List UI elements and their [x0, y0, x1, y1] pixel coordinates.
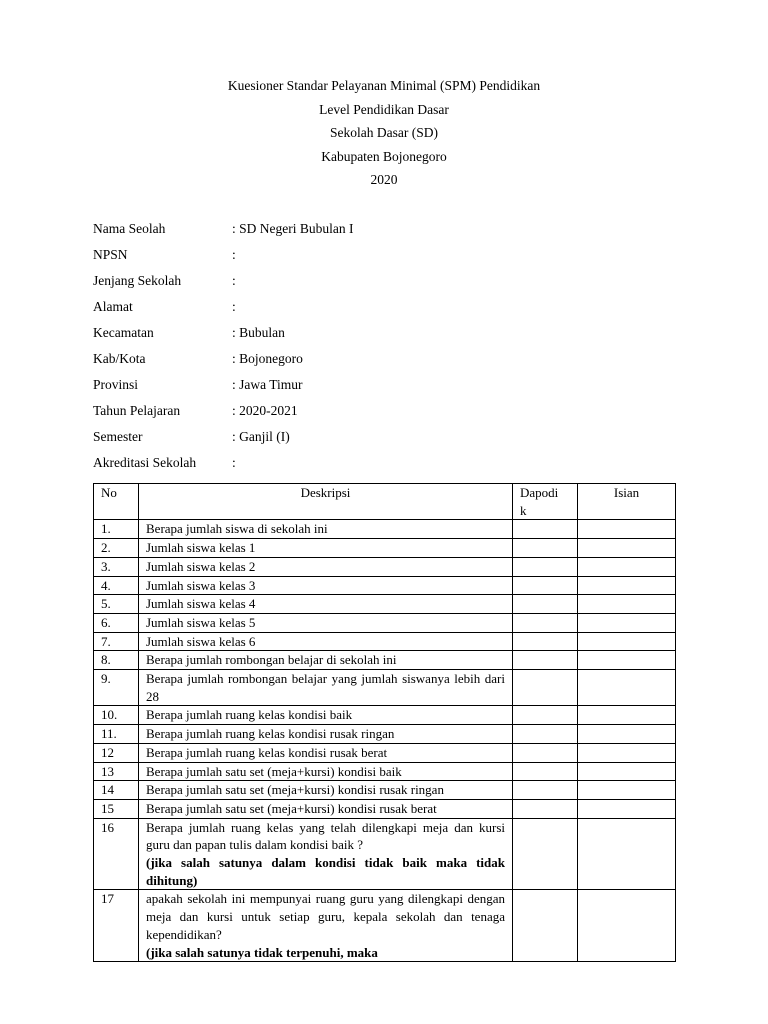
- info-label: Kecamatan: [93, 325, 154, 340]
- info-row: [93, 403, 353, 429]
- row-number: 9.: [94, 670, 139, 706]
- row-number: 17: [94, 890, 139, 962]
- dapodik-cell[interactable]: [513, 595, 578, 614]
- row-description: [139, 890, 513, 962]
- row-number: 11.: [94, 725, 139, 744]
- row-description: [139, 613, 513, 632]
- row-description-text: Berapa jumlah ruang kelas kondisi baik: [146, 707, 353, 723]
- table-row: [94, 670, 676, 706]
- info-row: [93, 273, 353, 299]
- dapodik-cell[interactable]: [513, 706, 578, 725]
- row-number: 10.: [94, 706, 139, 725]
- info-value: : Bojonegoro: [232, 351, 303, 366]
- row-description: [139, 557, 513, 576]
- info-row: [93, 455, 353, 481]
- dapodik-cell[interactable]: [513, 670, 578, 706]
- row-description-text: Berapa jumlah siswa di sekolah ini: [146, 521, 328, 537]
- row-description: [139, 725, 513, 744]
- row-description: [139, 632, 513, 651]
- info-value: :: [232, 299, 236, 314]
- table-header-row: [94, 484, 676, 520]
- isian-cell[interactable]: [578, 706, 676, 725]
- row-number: 8.: [94, 651, 139, 670]
- info-row: [93, 325, 353, 351]
- dapodik-cell[interactable]: [513, 725, 578, 744]
- row-description: [139, 818, 513, 890]
- info-value: : 2020-2021: [232, 403, 298, 418]
- dapodik-cell[interactable]: [513, 818, 578, 890]
- row-description-text: Berapa jumlah rombongan belajar yang jumlah siswanya lebih dari 28: [146, 671, 505, 704]
- document-header: [0, 78, 768, 196]
- row-number: 3.: [94, 557, 139, 576]
- row-description-text: Berapa jumlah rombongan belajar di sekolah ini: [146, 652, 397, 668]
- row-number: 5.: [94, 595, 139, 614]
- dapodik-cell[interactable]: [513, 576, 578, 595]
- info-value: : Jawa Timur: [232, 377, 303, 392]
- table-row: [94, 781, 676, 800]
- dapodik-cell[interactable]: [513, 799, 578, 818]
- header-isian: Isian: [578, 484, 676, 520]
- row-description: [139, 743, 513, 762]
- row-description-text: Jumlah siswa kelas 4: [146, 596, 256, 612]
- info-label: Nama Seolah: [93, 221, 166, 236]
- table-row: [94, 743, 676, 762]
- isian-cell[interactable]: [578, 725, 676, 744]
- dapodik-cell[interactable]: [513, 651, 578, 670]
- isian-cell[interactable]: [578, 670, 676, 706]
- table-row: [94, 725, 676, 744]
- table-row: [94, 576, 676, 595]
- dapodik-cell[interactable]: [513, 539, 578, 558]
- row-number: 7.: [94, 632, 139, 651]
- info-row: [93, 221, 353, 247]
- header-no: No: [94, 484, 139, 520]
- row-note: (jika salah satunya dalam kondisi tidak baik maka tidak dihitung): [146, 855, 505, 888]
- row-description-text: Berapa jumlah ruang kelas kondisi rusak ringan: [146, 726, 395, 742]
- table-row: [94, 762, 676, 781]
- info-label: Akreditasi Sekolah: [93, 455, 197, 470]
- header-description: Deskripsi: [139, 484, 513, 520]
- isian-cell[interactable]: [578, 743, 676, 762]
- table-row: [94, 595, 676, 614]
- info-value: : SD Negeri Bubulan I: [232, 221, 354, 236]
- isian-cell[interactable]: [578, 781, 676, 800]
- row-description-text: Jumlah siswa kelas 3: [146, 577, 256, 593]
- row-number: 12: [94, 743, 139, 762]
- row-description: [139, 799, 513, 818]
- isian-cell[interactable]: [578, 890, 676, 962]
- isian-cell[interactable]: [578, 818, 676, 890]
- row-description-text: apakah sekolah ini mempunyai ruang guru yang dilengkapi dengan meja dan kursi untuk setiap guru, kepala sekolah dan tenaga kependidikan?: [146, 891, 505, 942]
- row-number: 13: [94, 762, 139, 781]
- table-row: [94, 520, 676, 539]
- row-description: [139, 706, 513, 725]
- table-row: [94, 799, 676, 818]
- dapodik-cell[interactable]: [513, 781, 578, 800]
- header-dapodik: Dapodi k: [513, 484, 578, 520]
- isian-cell[interactable]: [578, 595, 676, 614]
- info-label: Alamat: [93, 299, 133, 314]
- table-row: [94, 632, 676, 651]
- info-value: : Ganjil (I): [232, 429, 290, 444]
- row-description-text: Berapa jumlah satu set (meja+kursi) kondisi baik: [146, 763, 402, 779]
- info-label: NPSN: [93, 247, 128, 262]
- row-description-text: Jumlah siswa kelas 5: [146, 614, 256, 630]
- isian-cell[interactable]: [578, 520, 676, 539]
- row-description: [139, 670, 513, 706]
- dapodik-cell[interactable]: [513, 890, 578, 962]
- row-description: [139, 762, 513, 781]
- isian-cell[interactable]: [578, 576, 676, 595]
- isian-cell[interactable]: [578, 651, 676, 670]
- info-label: Jenjang Sekolah: [93, 273, 182, 288]
- row-description-text: Berapa jumlah satu set (meja+kursi) kondisi rusak ringan: [146, 782, 444, 798]
- school-info: [93, 221, 353, 481]
- table-row: [94, 818, 676, 890]
- info-row: [93, 429, 353, 455]
- header-title: Kuesioner Standar Pelayanan Minimal (SPM) Pendidikan: [227, 78, 541, 93]
- info-label: Provinsi: [93, 377, 139, 392]
- info-row: [93, 351, 353, 377]
- info-label: Kab/Kota: [93, 351, 146, 366]
- row-description-text: Jumlah siswa kelas 2: [146, 558, 256, 574]
- dapodik-cell[interactable]: [513, 762, 578, 781]
- dapodik-cell[interactable]: [513, 557, 578, 576]
- row-description: [139, 539, 513, 558]
- row-description-text: Jumlah siswa kelas 6: [146, 633, 256, 649]
- info-label: Semester: [93, 429, 143, 444]
- info-value: :: [232, 455, 236, 470]
- header-school-type: Sekolah Dasar (SD): [330, 125, 438, 140]
- table-row: [94, 651, 676, 670]
- isian-cell[interactable]: [578, 613, 676, 632]
- row-description-text: Berapa jumlah satu set (meja+kursi) kondisi rusak berat: [146, 800, 437, 816]
- info-row: [93, 247, 353, 273]
- info-label: Tahun Pelajaran: [93, 403, 181, 418]
- row-description: [139, 576, 513, 595]
- header-regency: Kabupaten Bojonegoro: [321, 148, 447, 164]
- row-description: [139, 781, 513, 800]
- row-description-text: Jumlah siswa kelas 1: [146, 540, 256, 556]
- info-row: [93, 299, 353, 325]
- row-number: 1.: [94, 520, 139, 539]
- table-row: [94, 613, 676, 632]
- info-row: [93, 377, 353, 403]
- row-number: 15: [94, 799, 139, 818]
- row-number: 2.: [94, 539, 139, 558]
- row-number: 4.: [94, 576, 139, 595]
- row-number: 16: [94, 818, 139, 890]
- row-description-text: Berapa jumlah ruang kelas kondisi rusak berat: [146, 744, 388, 760]
- isian-cell[interactable]: [578, 632, 676, 651]
- isian-cell[interactable]: [578, 762, 676, 781]
- row-note: (jika salah satunya tidak terpenuhi, maka: [146, 944, 378, 960]
- table-row: [94, 890, 676, 962]
- info-value: :: [232, 273, 236, 288]
- isian-cell[interactable]: [578, 539, 676, 558]
- dapodik-cell[interactable]: [513, 743, 578, 762]
- dapodik-cell[interactable]: [513, 632, 578, 651]
- table-row: [94, 539, 676, 558]
- header-level: Level Pendidikan Dasar: [319, 101, 449, 117]
- row-number: 14: [94, 781, 139, 800]
- table-row: [94, 706, 676, 725]
- row-description: [139, 651, 513, 670]
- isian-cell[interactable]: [578, 799, 676, 818]
- row-description-text: Berapa jumlah ruang kelas yang telah dilengkapi meja dan kursi guru dan papan tulis dalam kondisi baik ?: [146, 819, 505, 853]
- row-description: [139, 520, 513, 539]
- info-value: : Bubulan: [232, 325, 285, 340]
- info-value: :: [232, 247, 236, 262]
- dapodik-cell[interactable]: [513, 613, 578, 632]
- header-year: 2020: [370, 172, 398, 187]
- dapodik-cell[interactable]: [513, 520, 578, 539]
- table-row: [94, 557, 676, 576]
- row-description: [139, 595, 513, 614]
- isian-cell[interactable]: [578, 557, 676, 576]
- questionnaire-table: [93, 483, 676, 962]
- row-number: 6.: [94, 613, 139, 632]
